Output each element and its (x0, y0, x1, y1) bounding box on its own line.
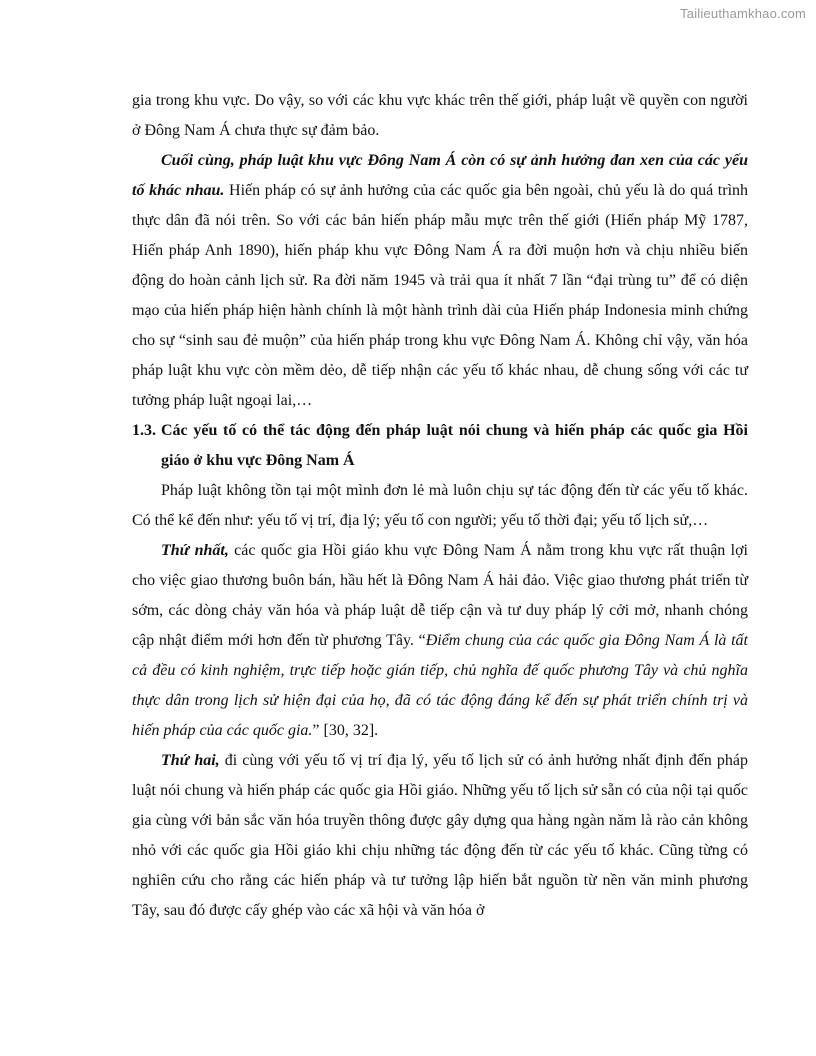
paragraph-continuation: gia trong khu vực. Do vậy, so với các khu vực khác trên thế giới, pháp luật về quyền con người ở Đông Nam Á chưa thực sự đảm bảo. (132, 92, 748, 139)
section-title: Các yếu tố có thể tác động đến pháp luật nói chung và hiến pháp các quốc gia Hồi giáo ở khu vực Đông Nam Á (161, 422, 748, 469)
paragraph-first (132, 536, 748, 746)
paragraph-lead-bold-italic: Thứ hai, (161, 752, 220, 769)
citation: ” [30, 32]. (312, 722, 379, 739)
paragraph-lead-bold-italic: Thứ nhất, (161, 542, 229, 559)
paragraph-body: đi cùng với yếu tố vị trí địa lý, yếu tố lịch sử có ảnh hưởng nhất định đến pháp luật nói chung và hiến pháp các quốc gia Hồi giáo. Những yếu tố lịch sử sẵn có của nội tại quốc gia cùng với bản sắc văn hóa truyền thông được gây dựng qua hàng ngàn năm là rào cản không nhỏ với các quốc gia Hồi giáo khi chịu những tác động đến từ các yếu tố khác. Cũng từng có nghiên cứu cho rằng các hiến pháp và tư tưởng lập hiến bắt nguồn từ nền văn minh phương Tây, sau đó được cấy ghép vào các xã hội và văn hóa ở (132, 752, 748, 919)
paragraph-lead-bold-italic: Cuối cùng, pháp luật khu vực Đông Nam Á còn có sự ảnh hưởng đan xen của các yếu tố khác nhau. (132, 152, 748, 199)
document-page (132, 86, 748, 926)
quotation-italic: Điểm chung của các quốc gia Đông Nam Á là tất cả đều có kinh nghiệm, trực tiếp hoặc gián tiếp, chủ nghĩa đế quốc phương Tây và chủ nghĩa thực dân trong lịch sử hiện đại của họ, đã có tác động đáng kể đến sự phát triển chính trị và hiến pháp của các quốc gia. (132, 632, 748, 739)
paragraph-second (132, 746, 748, 926)
section-heading (132, 416, 748, 476)
paragraph-body: các quốc gia Hồi giáo khu vực Đông Nam Á nằm trong khu vực rất thuận lợi cho việc giao thương buôn bán, hầu hết là Đông Nam Á hải đảo. Việc giao thương phát triển từ sớm, các dòng chảy văn hóa và pháp luật dễ tiếp cận và tư duy pháp lý cởi mở, nhanh chóng cập nhật điểm mới hơn đến từ phương Tây. “ (132, 542, 748, 649)
section-number: 1.3. (132, 422, 156, 439)
paragraph-body: Hiến pháp có sự ảnh hưởng của các quốc gia bên ngoài, chủ yếu là do quá trình thực dân đã nói trên. So với các bản hiến pháp mẫu mực trên thế giới (Hiến pháp Mỹ 1787, Hiến pháp Anh 1890), hiến pháp khu vực Đông Nam Á ra đời muộn hơn và chịu nhiều biến động do hoàn cảnh lịch sử. Ra đời năm 1945 và trải qua ít nhất 7 lần “đại trùng tu” để có diện mạo của hiến pháp hiện hành chính là một hành trình dài của Hiến pháp Indonesia minh chứng cho sự “sinh sau đẻ muộn” của hiến pháp trong khu vực Đông Nam Á. Không chỉ vậy, văn hóa pháp luật khu vực còn mềm dẻo, dễ tiếp nhận các yếu tố khác nhau, dễ chung sống với các tư tưởng pháp luật ngoại lai,… (132, 182, 749, 409)
watermark: Tailieuthamkhao.com (680, 6, 806, 21)
paragraph-finally (132, 146, 748, 416)
paragraph-intro: Pháp luật không tồn tại một mình đơn lẻ mà luôn chịu sự tác động đến từ các yếu tố khác. Có thể kể đến như: yếu tố vị trí, địa lý; yếu tố con người; yếu tố thời đại; yếu tố lịch sử,… (132, 482, 748, 529)
